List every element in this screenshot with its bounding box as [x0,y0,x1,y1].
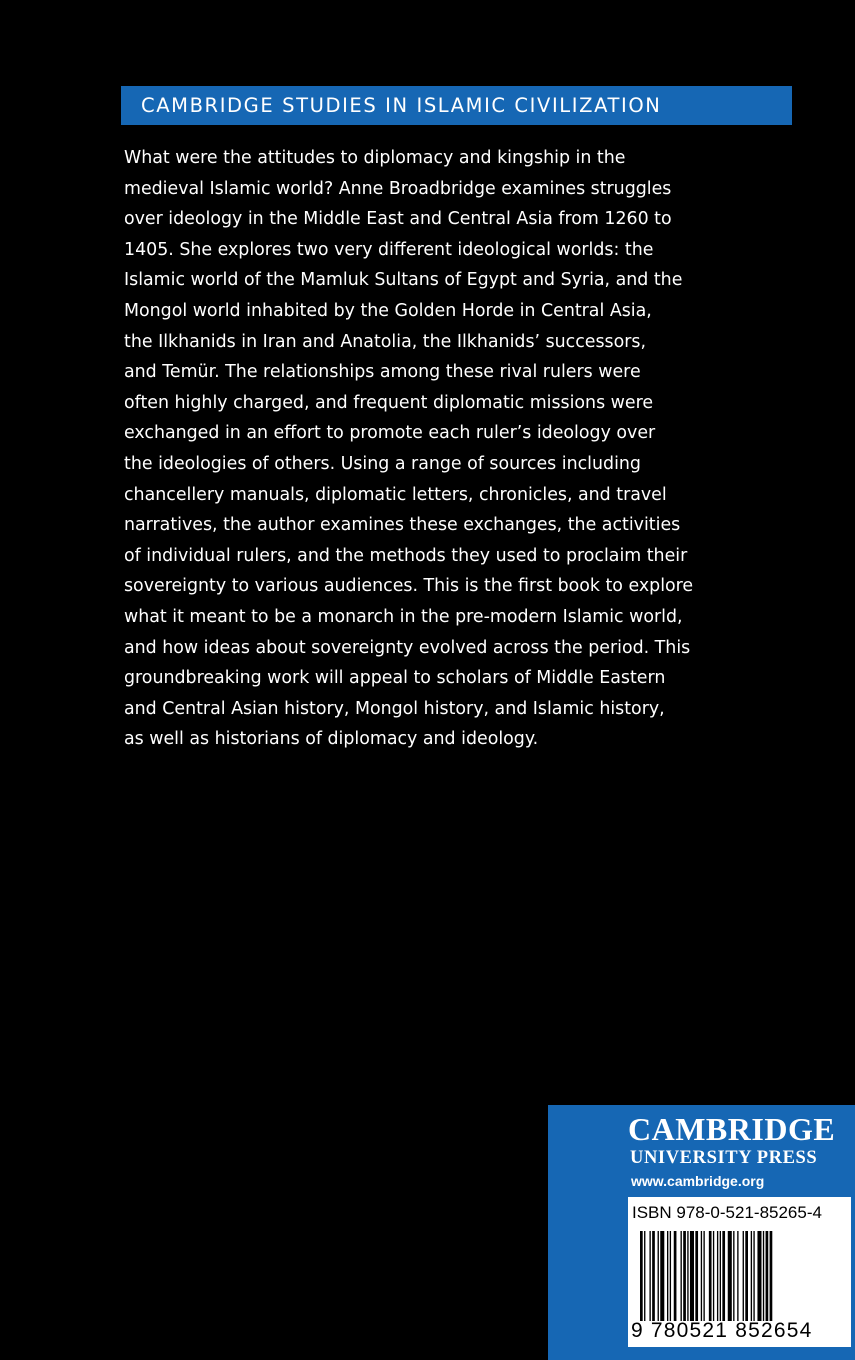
blurb-line: of individual rulers, and the methods they used to proclaim their [124,545,688,566]
barcode-bar [640,1231,643,1321]
series-banner [121,86,792,125]
blurb-line: and Central Asian history, Mongol history, and Islamic history, [124,698,665,719]
blurb-line: Islamic world of the Mamluk Sultans of Egypt and Syria, and the [124,270,683,291]
barcode-bar [722,1231,725,1321]
publisher-url: www.cambridge.org [631,1173,765,1189]
blurb-line: medieval Islamic world? Anne Broadbridge examines struggles [124,178,672,199]
barcode-bar [690,1231,694,1321]
blurb-line: exchanged in an effort to promote each ruler’s ideology over [124,423,656,444]
barcode-bar [751,1231,752,1321]
barcode-bar [703,1231,704,1321]
blurb-line: groundbreaking work will appeal to scholars of Middle Eastern [124,668,666,689]
barcode-bar [766,1231,769,1321]
barcode-bar [658,1231,659,1321]
barcode-bar [644,1231,645,1321]
blurb-text [124,143,734,755]
blurb-line: often highly charged, and frequent diplomatic missions were [124,392,654,413]
blurb-line: as well as historians of diplomacy and ideology. [124,729,539,750]
barcode-bar [681,1231,682,1321]
publisher-logo-box [548,1105,855,1360]
barcode-digits: 9 780521 852654 [631,1319,813,1342]
barcode-bar [763,1231,764,1321]
barcode-bar [743,1231,744,1321]
barcode-bar [667,1231,668,1321]
barcode-bar [770,1231,773,1321]
barcode-bar [660,1231,664,1321]
barcode-bar [733,1231,734,1321]
blurb-line: and how ideas about sovereignty evolved across the period. This [124,637,691,658]
blurb-line: chancellery manuals, diplomatic letters, chronicles, and travel [124,484,667,505]
blurb-line: 1405. She explores two very different ideological worlds: the [124,239,654,260]
barcode-bar [683,1231,686,1321]
blurb-line: over ideology in the Middle East and Central Asia from 1260 to [124,209,672,230]
blurb-line: narratives, the author examines these exchanges, the activities [124,515,681,536]
barcode-bar [745,1231,748,1321]
barcode-bar [701,1231,702,1321]
blurb-line: What were the attitudes to diplomacy and kingship in the [124,148,626,168]
blurb-line: Mongol world inhabited by the Golden Horde in Central Asia, [124,300,652,321]
barcode-bar [670,1231,671,1321]
blurb-line: and Temür. The relationships among these rival rulers were [124,362,641,383]
barcode-bar [713,1231,714,1321]
blurb-line: the Ilkhanids in Iran and Anatolia, the Ilkhanids’ successors, [124,331,646,352]
barcode-bar [709,1231,712,1321]
blurb-line: the ideologies of others. Using a range of sources including [124,453,641,474]
barcode-bar [757,1231,761,1321]
barcode-bar [717,1231,718,1321]
barcode-bar [753,1231,754,1321]
isbn-label: ISBN 978-0-521-85265-4 [632,1203,822,1222]
series-title: CAMBRIDGE STUDIES IN ISLAMIC CIVILIZATION [141,94,662,117]
barcode-bar [720,1231,721,1321]
blurb-line: sovereignty to various audiences. This is the first book to explore [124,576,694,597]
barcode-bar [652,1231,655,1321]
blurb-line: what it meant to be a monarch in the pre-modern Islamic world, [124,606,683,627]
barcode-bar [737,1231,738,1321]
barcode-bar [687,1231,688,1321]
barcode-bar [649,1231,650,1321]
barcode-panel [628,1197,851,1347]
barcode-bar [728,1231,732,1321]
barcode-bar [674,1231,677,1321]
publisher-name: CAMBRIDGE [628,1111,836,1147]
publisher-subtitle: UNIVERSITY PRESS [630,1148,818,1168]
barcode-bar [695,1231,698,1321]
